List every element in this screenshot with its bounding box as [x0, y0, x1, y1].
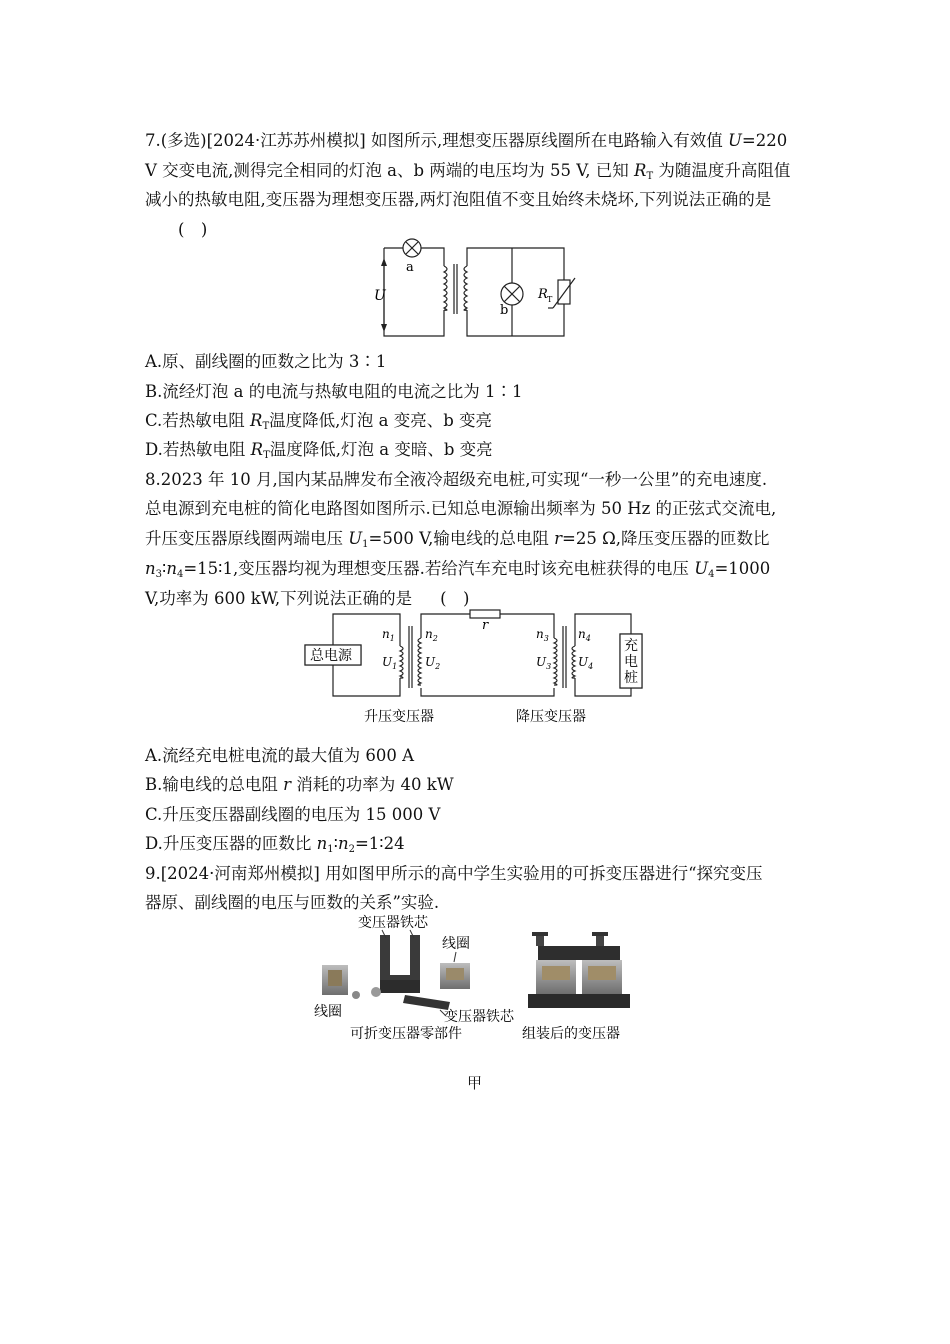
q9-line-1: 9.[2024·河南郑州模拟] 用如图甲所示的高中学生实验用的可拆变压器进行“探究变压 — [145, 864, 763, 883]
voltage-u-label: U — [374, 288, 386, 304]
q8-option-a: A.流经充电桩电流的最大值为 600 A — [145, 746, 415, 765]
q7-option-c: C.若热敏电阻 $R_T$温度降低,灯泡 a 变亮、b 变亮 — [145, 411, 493, 432]
parts-caption: 可折变压器零部件 — [350, 1026, 462, 1042]
coil-left-label: 线圈 — [314, 1004, 342, 1020]
n2-label: $n_2$ — [425, 627, 438, 643]
q7-option-d: D.若热敏电阻 $R_T$温度降低,灯泡 a 变暗、b 变亮 — [145, 440, 493, 461]
n4-label: $n_4$ — [578, 627, 591, 643]
q8-line-4: $n_3∶n_4=15∶1$,变压器均视为理想变压器.若给汽车充电时该充电桩获得的电压 $U_4=1000$ — [145, 559, 771, 580]
u-core-icon — [380, 935, 420, 993]
thermistor-label: R — [538, 287, 548, 302]
q8-option-d: D.升压变压器的匝数比 $n_1∶n_2=1∶24$ — [145, 834, 405, 855]
q7-circuit-figure — [370, 236, 585, 342]
q8-line-3: 升压变压器原线圈两端电压 $U_1=500$ V,输电线的总电阻 r=25 Ω,降压变压器的匝数比 — [145, 529, 770, 550]
q7-option-b: B.流经灯泡 a 的电流与热敏电阻的电流之比为 1∶1 — [145, 382, 523, 401]
coil-right-icon — [440, 963, 470, 989]
q7-answer-blank: ( ) — [178, 220, 208, 239]
coil-right-label: 线圈 — [442, 936, 470, 952]
q8-line-1: 8.2023 年 10 月,国内某品牌发布全液冷超级充电桩,可实现“一秒一公里”的充电速度. — [145, 470, 768, 489]
lamp-a-label: a — [406, 260, 414, 275]
q8-option-c: C.升压变压器副线圈的电压为 15 000 V — [145, 805, 441, 824]
core-bar-icon — [403, 995, 450, 1010]
u3-label: $U_3$ — [536, 655, 552, 671]
q7-line-3: 减小的热敏电阻,变压器为理想变压器,两灯泡阻值不变且始终未烧坏,下列说法正确的是 — [145, 190, 772, 209]
step-down-label: 降压变压器 — [516, 709, 586, 725]
coil-left-icon — [322, 965, 348, 995]
total-source-label: 总电源 — [310, 648, 352, 664]
q9-transformer-photo — [310, 910, 650, 1044]
u4-label: $U_4$ — [578, 655, 594, 671]
resistor-r-label: r — [482, 618, 489, 633]
step-up-label: 升压变压器 — [364, 709, 434, 725]
n3-label: $n_3$ — [536, 627, 549, 643]
u1-label: $U_1$ — [382, 655, 398, 671]
q8-option-b: B.输电线的总电阻 r 消耗的功率为 40 kW — [145, 775, 454, 794]
core-bottom-label: 变压器铁芯 — [444, 1009, 514, 1025]
lamp-b-icon — [501, 283, 523, 305]
core-top-label: 变压器铁芯 — [358, 915, 428, 931]
u2-label: $U_2$ — [425, 655, 441, 671]
pile-char-3: 桩 — [624, 670, 638, 686]
q8-line-2: 总电源到充电桩的简化电路图如图所示.已知总电源输出频率为 50 Hz 的正弦式交流电, — [145, 499, 777, 518]
q8-circuit-figure — [302, 608, 647, 730]
q7-line-2: V 交变电流,测得完全相同的灯泡 a、b 两端的电压均为 55 V, 已知 $R_T$ 为随温度升高阻值 — [145, 161, 791, 182]
q8-line-5: V,功率为 600 kW,下列说法正确的是 ( ) — [145, 589, 470, 608]
thermistor-sub: T — [547, 295, 553, 304]
pile-char-1: 充 — [624, 638, 638, 654]
q7-line-1: 7.(多选)[2024·江苏苏州模拟] 如图所示,理想变压器原线圈所在电路输入有效值 U=220 — [145, 131, 788, 150]
q7-option-a: A.原、副线圈的匝数之比为 3∶1 — [145, 352, 387, 371]
figure-caption-jia: 甲 — [467, 1074, 483, 1092]
n1-label: $n_1$ — [382, 627, 395, 643]
q9-line-2: 器原、副线圈的电压与匝数的关系”实验. — [145, 893, 440, 912]
assembled-transformer-icon — [528, 932, 630, 1008]
assembled-caption: 组装后的变压器 — [522, 1026, 620, 1042]
pile-char-2: 电 — [624, 654, 638, 670]
lamp-a-icon — [403, 239, 421, 257]
q8-answer-blank: ( ) — [440, 589, 470, 608]
lamp-b-label: b — [500, 303, 509, 318]
